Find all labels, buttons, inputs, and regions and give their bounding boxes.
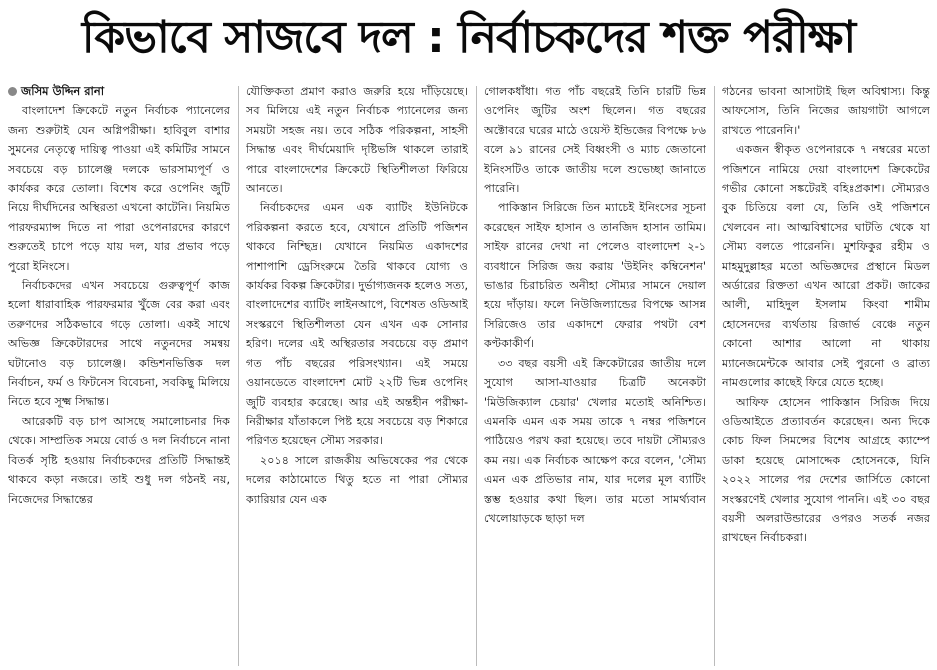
paragraph: পাকিস্তান সিরিজে তিন ম্যাচেই ইনিংসের সূচনা করেছেন সাইফ হাসান ও তানজিদ হাসান তামিম। সাইফ রানের দেখা না পেলেও বাংলাদেশ ২-১ ব্যবধানে সিরিজ জয় করায় 'উইনিং কম্বিনেশন' ভাঙার চিরাচরিত অনীহা সৌম্যর সামনে দেয়াল হয়ে দাঁড়ায়। ফলে নিউজিল্যান্ডের বিপক্ষে আসন্ন সিরিজেও তার একাদশে ফেরার পথটা বেশ কণ্টকাকীর্ণ। xyxy=(484,201,706,351)
paragraph: বাংলাদেশ ক্রিকেটে নতুন নির্বাচক প্যানেলের জন্য শুরুটাই যেন অগ্নিপরীক্ষা। হাবিবুল বাশার সুমনের নেতৃত্বে দায়িত্ব পাওয়া এই কমিটির সামনে সবচেয়ে বড় চ্যালেঞ্জ দলকে ভারসাম্যপূর্ণ ও কার্যকর করে তোলা। বিশেষ করে ওপেনিং জুটি নিয়ে দীর্ঘদিনের অস্থিরতা এখনো কাটেনি। নিয়মিত পারফরম্যান্স দিতে না পারা ওপেনারদের কারণে শুরুতেই চাপে পড়ে যায় দল, যার প্রভাব পড়ে পুরো ইনিংসে। xyxy=(8,104,230,273)
column-1 xyxy=(8,82,230,670)
headline: কিভাবে সাজবে দল : নির্বাচকদের শক্ত পরীক্ষা xyxy=(81,11,856,63)
column-2 xyxy=(246,82,468,670)
paragraph: নির্বাচকদের এখন সবচেয়ে গুরুত্বপূর্ণ কাজ হলো ধারাবাহিক পারফরমার খুঁজে বের করা এবং তরুণদের সঠিকভাবে গড়ে তোলা। একই সাথে অভিজ্ঞ ক্রিকেটারদের সাথে নতুনদের সমন্বয় ঘটানোও বড় চ্যালেঞ্জ। কন্ডিশনভিত্তিক দল নির্বাচন, ফর্ম ও ফিটনেস বিবেচনা, সবকিছু মিলিয়ে নিতে হবে সূক্ষ্ম সিদ্ধান্ত। xyxy=(8,279,230,409)
column-divider xyxy=(238,86,239,666)
paragraph: আফিফ হোসেন পাকিস্তান সিরিজ দিয়ে ওডিআইতে প্রত্যাবর্তন করেছেন। অন্য দিকে কোচ ফিল সিমন্সের বিশেষ আগ্রহে ক্যাম্পে ডাকা হয়েছে মোসাদ্দেক হোসেনকে, যিনি ২০২২ সালের পর দেশের জার্সিতে কোনো সংস্করণেই খেলার সুযোগ পাননি। এই ৩০ বছর বয়সী অলরাউন্ডারের ওপরও সতর্ক নজর রাখছেন নির্বাচকরা। xyxy=(722,395,930,545)
paragraph: নির্বাচকদের এমন এক ব্যাটিং ইউনিটকে পরিকল্পনা করতে হবে, যেখানে প্রতিটি পজিশন থাকবে নিশ্ছিদ্র। যেখানে নিয়মিত একাদশের পাশাপাশি ড্রেসিংরুমে তৈরি থাকবে যোগ্য ও কার্যকর বিকল্প ক্রিকেটার। দুর্ভাগ্যজনক হলেও সত্য, বাংলাদেশের ব্যাটিং লাইনআপে, বিশেষত ওডিআই সংস্করণে স্থিতিশীলতা যেন এখন এক সোনার হরিণ। দলের এই অস্থিরতার সবচেয়ে বড় প্রমাণ গত পাঁচ বছরের পরিসংখ্যান। এই সময়ে ওয়ানডেতে বাংলাদেশ মোট ২২টি ভিন্ন ওপেনিং জুটি ব্যবহার করেছে। আর এই অন্তহীন পরীক্ষা-নিরীক্ষার যাঁতাকলে পিষ্ট হয়ে সবচেয়ে বড় শিকারে পরিণত হয়েছেন সৌম্য সরকার। xyxy=(246,201,468,448)
column-divider xyxy=(714,86,715,666)
paragraph: ২০১৪ সালে রাজকীয় অভিষেকের পর থেকে দলের কাঠামোতে থিতু হতে না পারা সৌম্যর ক্যারিয়ার যেন এক xyxy=(246,453,468,506)
paragraph: একজন স্বীকৃত ওপেনারকে ৭ নম্বরের মতো পজিশনে নামিয়ে দেয়া বাংলাদেশ ক্রিকেটের গভীর কোনো সঙ্কটেরই বহিঃপ্রকাশ। সৌম্যরও বুক চিতিয়ে বলা যে, তিনি ওই পজিশনে খেলবেন না। আত্মবিশ্বাসের ঘাটতি থেকে যা সৌম্য বলতে পারেননি। মুশফিকুর রহীম ও মাহমুদুল্লাহর মতো অভিজ্ঞদের প্রস্থানে মিডল অর্ডারের রিক্ততা এখন আরো প্রকট। জাকের আলী, মাহিদুল ইসলাম কিংবা শামীম হোসেনদের ব্যর্থতায় রিজার্ভ বেঞ্চে নতুন কোনো আশার আলো না থাকায় ম্যানেজমেন্টকে আবার সেই পুরনো ও ব্রাত্য নামগুলোর কাছেই ফিরে যেতে হচ্ছে। xyxy=(722,143,930,390)
byline-author: জসিম উদ্দিন রানা xyxy=(21,84,105,98)
byline-bullet-icon xyxy=(8,87,17,96)
paragraph: ৩৩ বছর বয়সী এই ক্রিকেটারের জাতীয় দলে সুযোগ আসা-যাওয়ার চিত্রটি অনেকটা 'মিউজিক্যাল চেয়ার' খেলার মতোই অনিশ্চিত। এমনকি এমন এক সময় তাকে ৭ নম্বর পজিশনে পাঠিয়েও পরখ করা হয়েছে। তবে দায়টা সৌম্যরও কম নয়। এক নির্বাচক আক্ষেপ করে বলেন, 'সৌম্য এমন এক প্রতিভার নাম, যার দলের মূল ব্যাটিং স্তম্ভ হওয়ার কথা ছিল। তার মতো সামর্থ্যবান খেলোয়াড়কে ছাড়া দল xyxy=(484,356,706,525)
paragraph: গঠনের ভাবনা আসাটাই ছিল অবিশ্বাস্য। কিন্তু আফসোস, তিনি নিজের জায়গাটা আগলে রাখতে পারেননি।' xyxy=(722,85,930,137)
paragraph: যৌক্তিকতা প্রমাণ করাও জরুরি হয়ে দাঁড়িয়েছে। সব মিলিয়ে এই নতুন নির্বাচক প্যানেলের জন্য সময়টা সহজ নয়। তবে সঠিক পরিকল্পনা, সাহসী সিদ্ধান্ত এবং দীর্ঘমেয়াদি দৃষ্টিভঙ্গি থাকলে তারাই পারে বাংলাদেশের ক্রিকেটে স্থিতিশীলতা ফিরিয়ে আনতে। xyxy=(246,85,468,196)
column-4 xyxy=(722,82,930,670)
column-divider xyxy=(476,86,477,666)
paragraph: গোলকধাঁধা। গত পাঁচ বছরেই তিনি চারটি ভিন্ন ওপেনিং জুটির অংশ ছিলেন। গত বছরের অক্টোবরে ঘরের মাঠে ওয়েস্ট ইন্ডিজের বিপক্ষে ৮৬ বলে ৯১ রানের সেই বিধ্বংসী ও ম্যাচ জেতানো ইনিংসটিও তাকে জাতীয় দলে শুভেচ্ছা জানাতে পারেনি। xyxy=(484,85,706,196)
byline xyxy=(8,82,230,101)
article-body xyxy=(0,82,937,670)
column-3 xyxy=(484,82,706,670)
paragraph: আরেকটি বড় চাপ আসছে সমালোচনার দিক থেকে। সাম্প্রতিক সময়ে বোর্ড ও দল নির্বাচনে নানা বিতর্ক সৃষ্টি হওয়ায় নির্বাচকদের প্রতিটি সিদ্ধান্তই থাকবে কড়া নজরে। তাই শুধু দল গঠনই নয়, নিজেদের সিদ্ধান্তের xyxy=(8,414,230,506)
